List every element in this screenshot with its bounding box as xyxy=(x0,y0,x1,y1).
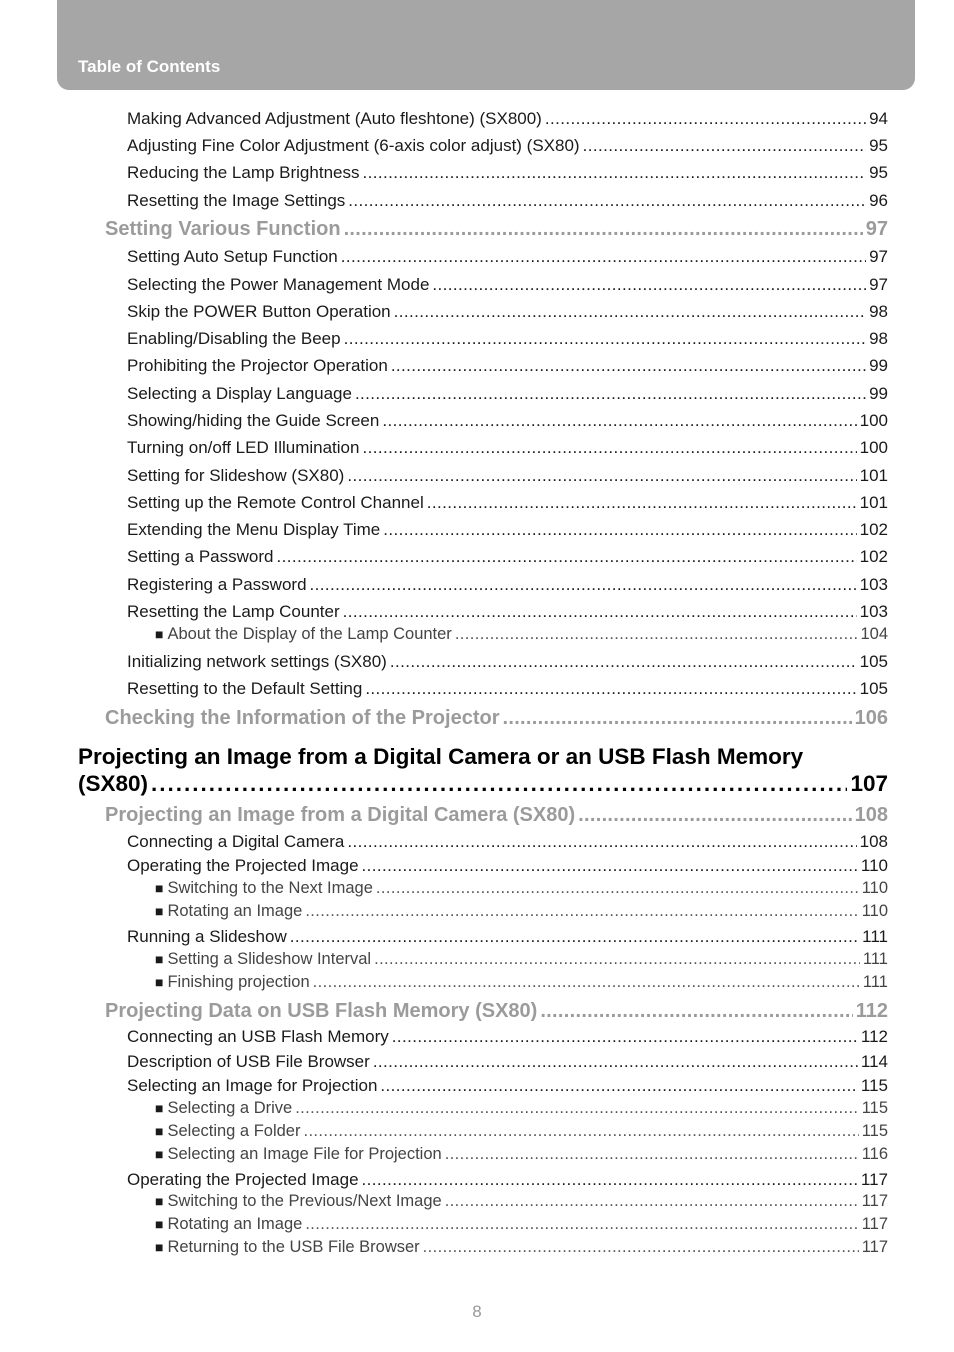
leader-dots xyxy=(305,1215,858,1234)
toc-entry[interactable] xyxy=(127,191,888,211)
toc-entry-page: 101 xyxy=(859,493,888,512)
leader-dots xyxy=(313,973,860,992)
toc-entry[interactable] xyxy=(127,493,888,513)
toc-subitem-entry[interactable] xyxy=(155,625,888,644)
toc-entry-title: Finishing projection xyxy=(167,973,310,991)
toc-entry-page: 97 xyxy=(869,275,888,294)
toc-entry-page: 94 xyxy=(869,109,888,128)
leader-dots xyxy=(151,771,847,797)
toc-entry-title: Turning on/off LED Illumination xyxy=(127,438,360,457)
toc-subitem-entry[interactable] xyxy=(155,973,888,992)
toc-entry-title: Setting a Password xyxy=(127,547,274,566)
toc-entry-title: Connecting an USB Flash Memory xyxy=(127,1027,389,1046)
toc-entry-page: 111 xyxy=(862,973,888,991)
leader-dots xyxy=(394,302,866,322)
toc-subitem-entry[interactable] xyxy=(155,902,888,921)
toc-entry-page: 102 xyxy=(859,520,888,539)
square-bullet-icon: ■ xyxy=(155,626,164,642)
leader-dots xyxy=(347,466,856,486)
toc-entry-title: Setting a Slideshow Interval xyxy=(167,950,372,968)
toc-entry-page: 117 xyxy=(860,1170,888,1189)
toc-entry[interactable] xyxy=(127,856,888,876)
chapter-page-number: 107 xyxy=(850,771,888,796)
toc-section-entry[interactable] xyxy=(105,1000,888,1023)
toc-entry-page: 100 xyxy=(859,438,888,457)
toc-entry[interactable] xyxy=(127,832,888,852)
toc-entry[interactable] xyxy=(127,1027,888,1047)
leader-dots xyxy=(380,1076,857,1096)
toc-entry-title: Enabling/Disabling the Beep xyxy=(127,329,341,348)
toc-entry[interactable] xyxy=(127,329,888,349)
leader-dots xyxy=(391,356,866,376)
toc-entry-page: 98 xyxy=(869,329,888,348)
toc-subitem-entry[interactable] xyxy=(155,879,888,898)
toc-section-entry[interactable] xyxy=(105,707,888,730)
toc-entry-page: 111 xyxy=(862,927,888,946)
toc-entry[interactable] xyxy=(127,520,888,540)
toc-entry-title: Description of USB File Browser xyxy=(127,1052,370,1071)
leader-dots xyxy=(303,1122,858,1141)
leader-dots xyxy=(355,384,866,404)
toc-entry-page: 100 xyxy=(859,411,888,430)
leader-dots xyxy=(365,679,856,699)
toc-subitem-entry[interactable] xyxy=(155,1192,888,1211)
toc-subitem-entry[interactable] xyxy=(155,1215,888,1234)
toc-entry-title: Rotating an Image xyxy=(167,1215,303,1233)
leader-dots xyxy=(276,547,856,567)
toc-entry[interactable] xyxy=(127,163,888,183)
leader-dots xyxy=(427,493,857,513)
toc-entry-page: 114 xyxy=(860,1052,888,1071)
toc-entry-title: Operating the Projected Image xyxy=(127,1170,359,1189)
toc-subitem-entry[interactable] xyxy=(155,950,888,969)
toc-entry-title: About the Display of the Lamp Counter xyxy=(167,625,452,643)
leader-dots xyxy=(348,191,866,211)
toc-entry[interactable] xyxy=(127,602,888,622)
toc-subitem-entry[interactable] xyxy=(155,1122,888,1141)
toc-entry-page: 97 xyxy=(869,247,888,266)
leader-dots xyxy=(578,804,851,827)
leader-dots xyxy=(432,275,866,295)
leader-dots xyxy=(545,109,866,129)
leader-dots xyxy=(344,218,863,241)
toc-entry[interactable] xyxy=(127,247,888,267)
toc-entry-page: 117 xyxy=(861,1238,888,1256)
toc-entry-page: 103 xyxy=(859,575,888,594)
square-bullet-icon: ■ xyxy=(155,1216,164,1232)
toc-entry-title: Operating the Projected Image xyxy=(127,856,359,875)
toc-entry-page: 112 xyxy=(855,1000,888,1022)
toc-entry-title: Adjusting Fine Color Adjustment (6-axis color adjust) (SX80) xyxy=(127,136,580,155)
toc-entry-page: 96 xyxy=(869,191,888,210)
toc-entry-title: Returning to the USB File Browser xyxy=(167,1238,420,1256)
toc-entry[interactable] xyxy=(127,466,888,486)
toc-entry-title: Resetting to the Default Setting xyxy=(127,679,363,698)
leader-dots xyxy=(362,163,866,183)
leader-dots xyxy=(362,856,858,876)
toc-entry-title: Prohibiting the Projector Operation xyxy=(127,356,388,375)
square-bullet-icon: ■ xyxy=(155,1193,164,1209)
toc-entry-page: 104 xyxy=(860,625,888,643)
toc-entry-page: 102 xyxy=(859,547,888,566)
leader-dots xyxy=(362,438,856,458)
toc-entry[interactable] xyxy=(127,438,888,458)
square-bullet-icon: ■ xyxy=(155,1123,164,1139)
toc-entry-page: 115 xyxy=(861,1122,888,1140)
toc-entry-title: Setting up the Remote Control Channel xyxy=(127,493,424,512)
toc-entry-title: Selecting an Image for Projection xyxy=(127,1076,378,1095)
toc-entry-title: Running a Slideshow xyxy=(127,927,287,946)
header-bar xyxy=(57,0,915,90)
toc-entry-page: 111 xyxy=(862,950,888,968)
toc-entry[interactable] xyxy=(127,1170,888,1190)
toc-entry[interactable] xyxy=(127,302,888,322)
toc-entry-page: 106 xyxy=(854,707,888,729)
leader-dots xyxy=(290,927,859,947)
leader-dots xyxy=(373,1052,858,1072)
toc-entry-title: Reducing the Lamp Brightness xyxy=(127,163,360,182)
toc-entry[interactable] xyxy=(127,136,888,156)
toc-entry-title: Selecting the Power Management Mode xyxy=(127,275,430,294)
toc-entry-title: Selecting a Drive xyxy=(167,1099,293,1117)
toc-entry-title: Registering a Password xyxy=(127,575,307,594)
leader-dots xyxy=(341,247,866,267)
toc-entry-title: Extending the Menu Display Time xyxy=(127,520,381,539)
toc-entry-page: 115 xyxy=(861,1099,888,1117)
toc-entry-page: 108 xyxy=(859,832,888,851)
toc-entry-title: Initializing network settings (SX80) xyxy=(127,652,387,671)
toc-entry-title: Connecting a Digital Camera xyxy=(127,832,345,851)
toc-entry[interactable] xyxy=(127,547,888,567)
toc-entry-page: 95 xyxy=(869,163,888,182)
leader-dots xyxy=(382,411,856,431)
leader-dots xyxy=(305,902,858,921)
square-bullet-icon: ■ xyxy=(155,880,164,896)
chapter-title-text: (SX80) xyxy=(78,771,149,796)
toc-entry[interactable] xyxy=(127,411,888,431)
toc-entry[interactable] xyxy=(127,927,888,947)
toc-entry-page: 103 xyxy=(859,602,888,621)
toc-section-entry[interactable] xyxy=(105,218,888,241)
toc-entry[interactable] xyxy=(127,109,888,129)
leader-dots xyxy=(583,136,866,156)
page-number: 8 xyxy=(472,1302,482,1321)
leader-dots xyxy=(423,1238,859,1257)
leader-dots xyxy=(445,1192,859,1211)
toc-entry-title: Setting Auto Setup Function xyxy=(127,247,338,266)
toc-entry-title: Showing/hiding the Guide Screen xyxy=(127,411,380,430)
toc-entry-title: Setting for Slideshow (SX80) xyxy=(127,466,345,485)
toc-entry[interactable] xyxy=(127,679,888,699)
toc-entry-title: Making Advanced Adjustment (Auto fleshtone) (SX800) xyxy=(127,109,542,128)
square-bullet-icon: ■ xyxy=(155,974,164,990)
toc-entry[interactable] xyxy=(127,384,888,404)
toc-entry-title: Resetting the Lamp Counter xyxy=(127,602,340,621)
toc-entry[interactable] xyxy=(127,652,888,672)
leader-dots xyxy=(502,707,851,730)
toc-entry-page: 110 xyxy=(860,856,888,875)
toc-section-entry[interactable] xyxy=(105,804,888,827)
leader-dots xyxy=(295,1099,858,1118)
toc-entry-title: Selecting an Image File for Projection xyxy=(167,1145,442,1163)
leader-dots xyxy=(310,575,857,595)
leader-dots xyxy=(390,652,857,672)
toc-entry[interactable] xyxy=(127,575,888,595)
leader-dots xyxy=(347,832,856,852)
square-bullet-icon: ■ xyxy=(155,951,164,967)
toc-entry[interactable] xyxy=(127,356,888,376)
leader-dots xyxy=(344,329,866,349)
leader-dots xyxy=(445,1145,859,1164)
leader-dots xyxy=(392,1027,858,1047)
toc-entry-page: 98 xyxy=(869,302,888,321)
toc-entry-page: 112 xyxy=(860,1027,888,1046)
toc-entry-title: Switching to the Previous/Next Image xyxy=(167,1192,442,1210)
toc-entry-page: 105 xyxy=(859,652,888,671)
toc-entry-page: 105 xyxy=(859,679,888,698)
toc-subitem-entry[interactable] xyxy=(155,1238,888,1257)
toc-entry[interactable] xyxy=(127,275,888,295)
toc-entry-page: 110 xyxy=(861,879,888,897)
toc-entry-title: Rotating an Image xyxy=(167,902,303,920)
leader-dots xyxy=(374,950,860,969)
leader-dots xyxy=(362,1170,858,1190)
leader-dots xyxy=(343,602,857,622)
square-bullet-icon: ■ xyxy=(155,903,164,919)
toc-subitem-entry[interactable] xyxy=(155,1145,888,1164)
toc-entry-title: Skip the POWER Button Operation xyxy=(127,302,391,321)
leader-dots xyxy=(376,879,859,898)
toc-entry-title: Selecting a Folder xyxy=(167,1122,301,1140)
chapter-title-line1[interactable]: Projecting an Image from a Digital Camera or an USB Flash Memory xyxy=(78,744,804,769)
toc-entry[interactable] xyxy=(127,1052,888,1072)
toc-entry-page: 101 xyxy=(859,466,888,485)
toc-entry-page: 97 xyxy=(865,218,888,240)
toc-entry-page: 95 xyxy=(869,136,888,155)
toc-entry[interactable] xyxy=(127,1076,888,1096)
toc-entry-page: 110 xyxy=(861,902,888,920)
square-bullet-icon: ■ xyxy=(155,1146,164,1162)
square-bullet-icon: ■ xyxy=(155,1239,164,1255)
square-bullet-icon: ■ xyxy=(155,1100,164,1116)
leader-dots xyxy=(455,625,858,644)
toc-entry-page: 117 xyxy=(861,1215,888,1233)
toc-entry-title: Switching to the Next Image xyxy=(167,879,373,897)
header-title: Table of Contents xyxy=(78,57,221,76)
toc-entry-title: Checking the Information of the Projector xyxy=(105,707,500,729)
toc-entry-title: Setting Various Function xyxy=(105,218,341,240)
toc-entry-page: 99 xyxy=(869,384,888,403)
toc-entry-title: Projecting an Image from a Digital Camera (SX80) xyxy=(105,804,576,826)
leader-dots xyxy=(383,520,856,540)
toc-entry-page: 115 xyxy=(860,1076,888,1095)
toc-entry-page: 99 xyxy=(869,356,888,375)
chapter-title-line2[interactable] xyxy=(78,771,888,797)
toc-entry-title: Resetting the Image Settings xyxy=(127,191,346,210)
toc-entry-title: Selecting a Display Language xyxy=(127,384,352,403)
toc-entry-page: 108 xyxy=(854,804,888,826)
toc-entry-page: 116 xyxy=(861,1145,888,1163)
toc-entry-title: Projecting Data on USB Flash Memory (SX80) xyxy=(105,1000,538,1022)
leader-dots xyxy=(540,1000,852,1023)
toc-entry-page: 117 xyxy=(861,1192,888,1210)
toc-subitem-entry[interactable] xyxy=(155,1099,888,1118)
